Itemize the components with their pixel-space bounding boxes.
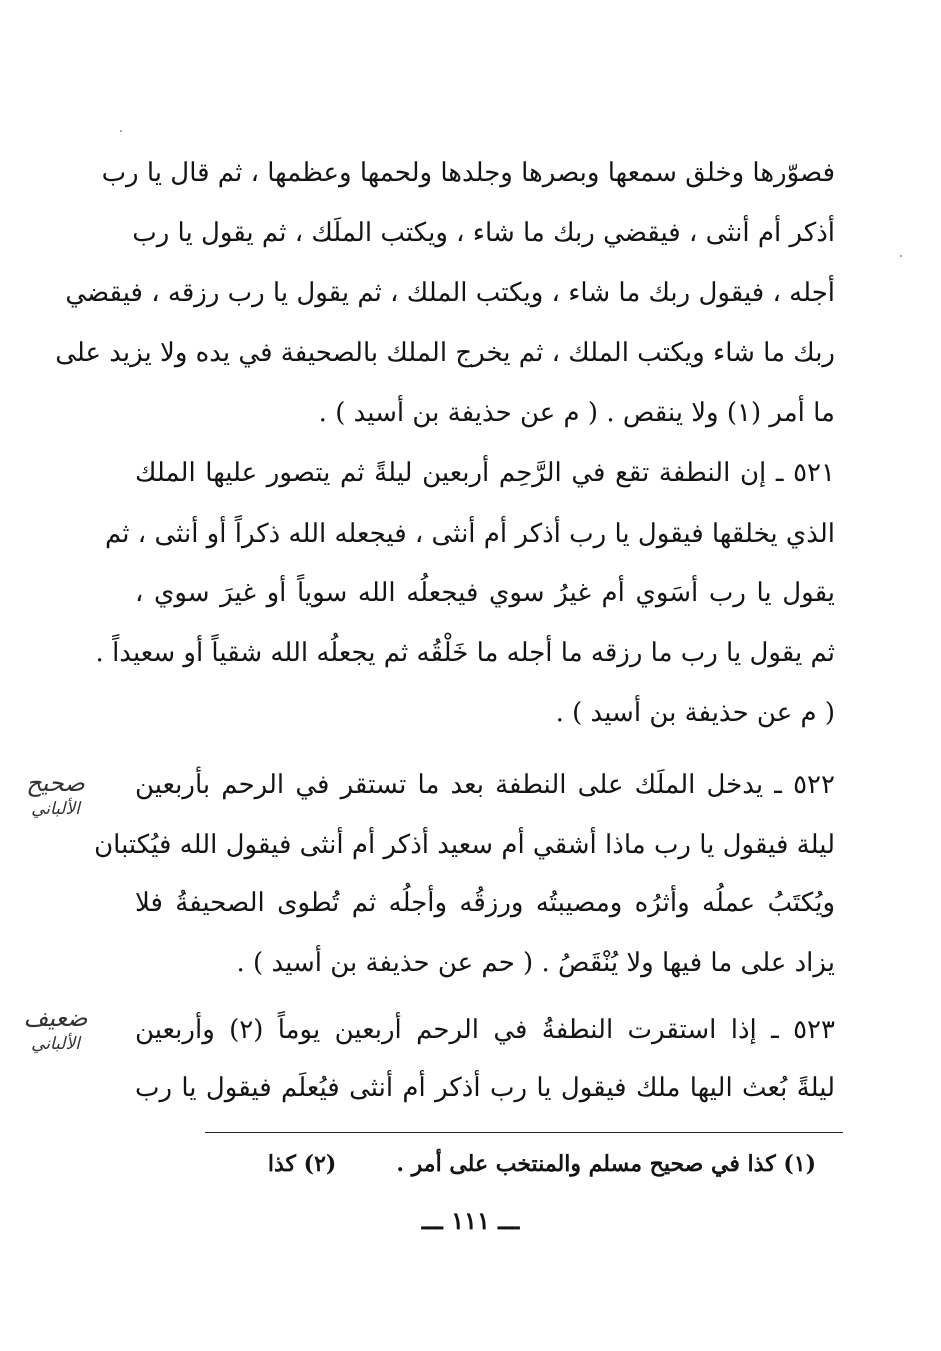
margin-note-sahih — [8, 768, 103, 820]
text-line: ثم يقول يا رب ما رزقه ما أجله ما خَلْقُه ثم يجعلُه الله شقياً أو سعيداً . — [95, 638, 835, 668]
footnote-2: (٢) كذا — [267, 1151, 337, 1177]
text-line: ربك ما شاء ويكتب الملك ، ثم يخرج الملك بالصحيفة في يده ولا يزيد على — [55, 338, 835, 368]
text-line: ويُكتَبُ عملُه وأثرُه ومصيبتُه ورزقُه وأجلُه ثم تُطوى الصحيفةُ فلا — [135, 888, 835, 918]
margin-note-sub: الألباني — [31, 799, 80, 819]
text-line: يقول يا رب أسَوي أم غيرُ سوي فيجعلُه الله سوياً أو غيرَ سوي ، — [135, 578, 835, 608]
text-line: الذي يخلقها فيقول يا رب أذكر أم أنثى ، فيجعله الله ذكراً أو أنثى ، ثم — [104, 519, 835, 549]
text-line: أذكر أم أنثى ، فيقضي ربك ما شاء ، ويكتب الملَك ، ثم يقول يا رب — [132, 218, 835, 248]
margin-note-word: صحيح — [26, 769, 85, 797]
text-line: أجله ، فيقول ربك ما شاء ، ويكتب الملك ، ثم يقول يا رب رزقه ، فيقضي — [65, 278, 835, 308]
text-line: فصوّرها وخلق سمعها وبصرها وجلدها ولحمها وعظمها ، ثم قال يا رب — [101, 158, 835, 188]
page-number: ـــ ١١١ ـــ — [421, 1206, 520, 1235]
text-line: ما أمر (١) ولا ينقص . ( م عن حذيفة بن أسيد ) . — [318, 398, 835, 428]
margin-note-daif — [8, 1003, 103, 1055]
footnotes — [196, 1142, 816, 1186]
text-line: يزاد على ما فيها ولا يُنْقَصُ . ( حم عن حذيفة بن أسيد ) . — [236, 948, 835, 978]
footnote-1: (١) كذا في صحيح مسلم والمنتخب على أمر . — [396, 1151, 816, 1177]
hadith-523-line: ٥٢٣ ـ إذا استقرت النطفةُ في الرحم أربعين يوماً (٢) وأربعين — [135, 1015, 835, 1045]
text-line: ليلةً بُعث اليها ملك فيقول يا رب أذكر أم أنثى فيُعلَم فيقول يا رب — [135, 1073, 835, 1103]
hadith-522-line: ٥٢٢ ـ يدخل الملَك على النطفة بعد ما تستقر في الرحم بأربعين — [135, 770, 835, 800]
scan-speck — [900, 255, 902, 257]
text-line: ليلة فيقول يا رب ماذا أشقي أم سعيد أذكر أم أنثى فيقول الله فيُكتبان — [94, 830, 835, 860]
footnote-divider — [205, 1132, 843, 1133]
text-line: ( م عن حذيفة بن أسيد ) . — [555, 698, 835, 728]
scan-speck — [120, 130, 122, 132]
margin-note-word: ضعيف — [23, 1004, 88, 1032]
hadith-521-line: ٥٢١ ـ إن النطفة تقع في الرَّحِم أربعين ليلةً ثم يتصور عليها الملك — [135, 458, 835, 488]
margin-note-sub: الألباني — [31, 1034, 80, 1054]
